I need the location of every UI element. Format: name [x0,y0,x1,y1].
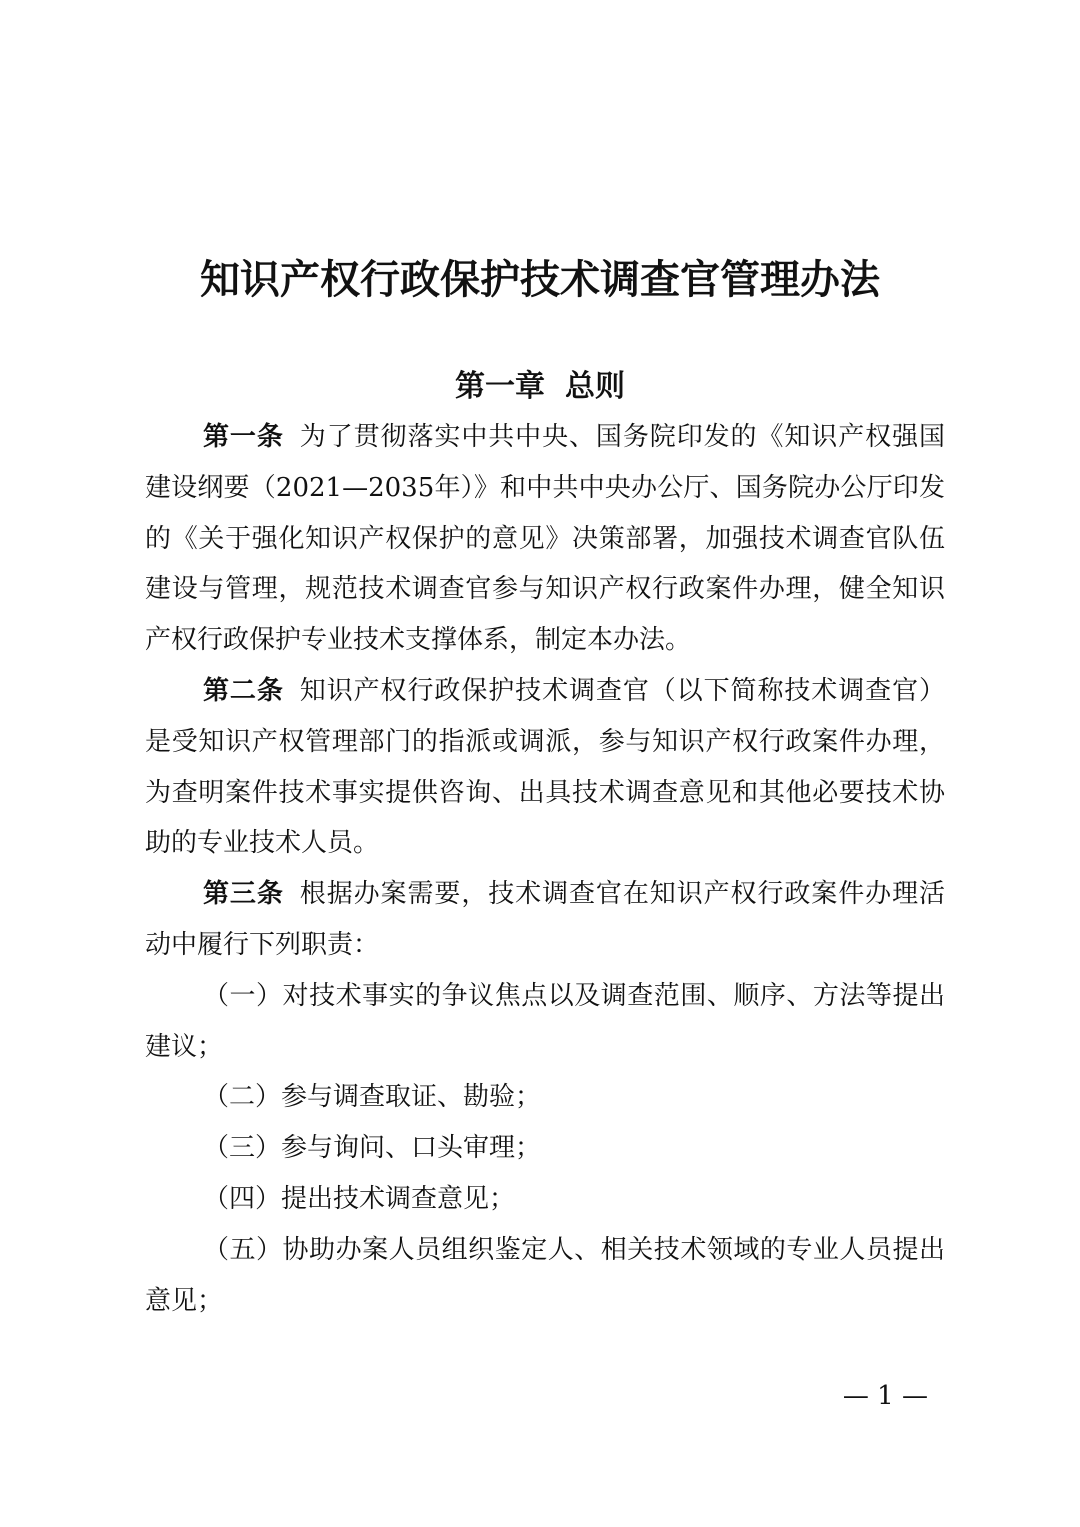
document-title: 知识产权行政保护技术调查官管理办法 [200,256,880,303]
article-text: 知识产权行政保护技术调查官（以下简称技术调查官）是受知识产权管理部门的指派或调派，参与知识产权行政案件办理，为查明案件技术事实提供咨询、出具技术调查意见和其他必要技术协助的专业技术人员。 [145,675,945,859]
article-text: 为了贯彻落实中共中央、国务院印发的《知识产权强国建设纲要（2021—2035年）》和中共中央办公厅、国务院办公厅印发的《关于强化知识产权保护的意见》决策部署，加强技术调查官队伍建设与管理，规范技术调查官参与知识产权行政案件办理，健全知识产权行政保护专业技术支撑体系，制定本办法。 [145,422,945,656]
list-item: （三）参与询问、口头审理； [203,1133,542,1164]
article-text: 根据办案需要，技术调查官在知识产权行政案件办理活动中履行下列职责： [145,879,945,960]
chapter-name: 总则 [565,369,625,404]
list-item: （一）对技术事实的争议焦点以及调查范围、顺序、方法等提出建议； [145,980,945,1062]
chapter-number: 第一章 [455,369,545,404]
list-item: （五）协助办案人员组织鉴定人、相关技术领域的专业人员提出意见； [145,1234,945,1316]
article-label: 第一条 [203,422,284,452]
article-label: 第二条 [203,675,284,706]
article-paragraph [145,869,945,971]
chapter-heading [0,362,1080,412]
document-body [145,412,945,1326]
article-paragraph [145,412,945,666]
page-number: — 1 — [842,1381,928,1411]
list-item: （二）参与调查取证、勘验； [203,1082,542,1113]
article-label: 第三条 [203,879,284,910]
list-item: （四）提出技术调查意见； [203,1183,516,1214]
article-paragraph [145,666,945,869]
